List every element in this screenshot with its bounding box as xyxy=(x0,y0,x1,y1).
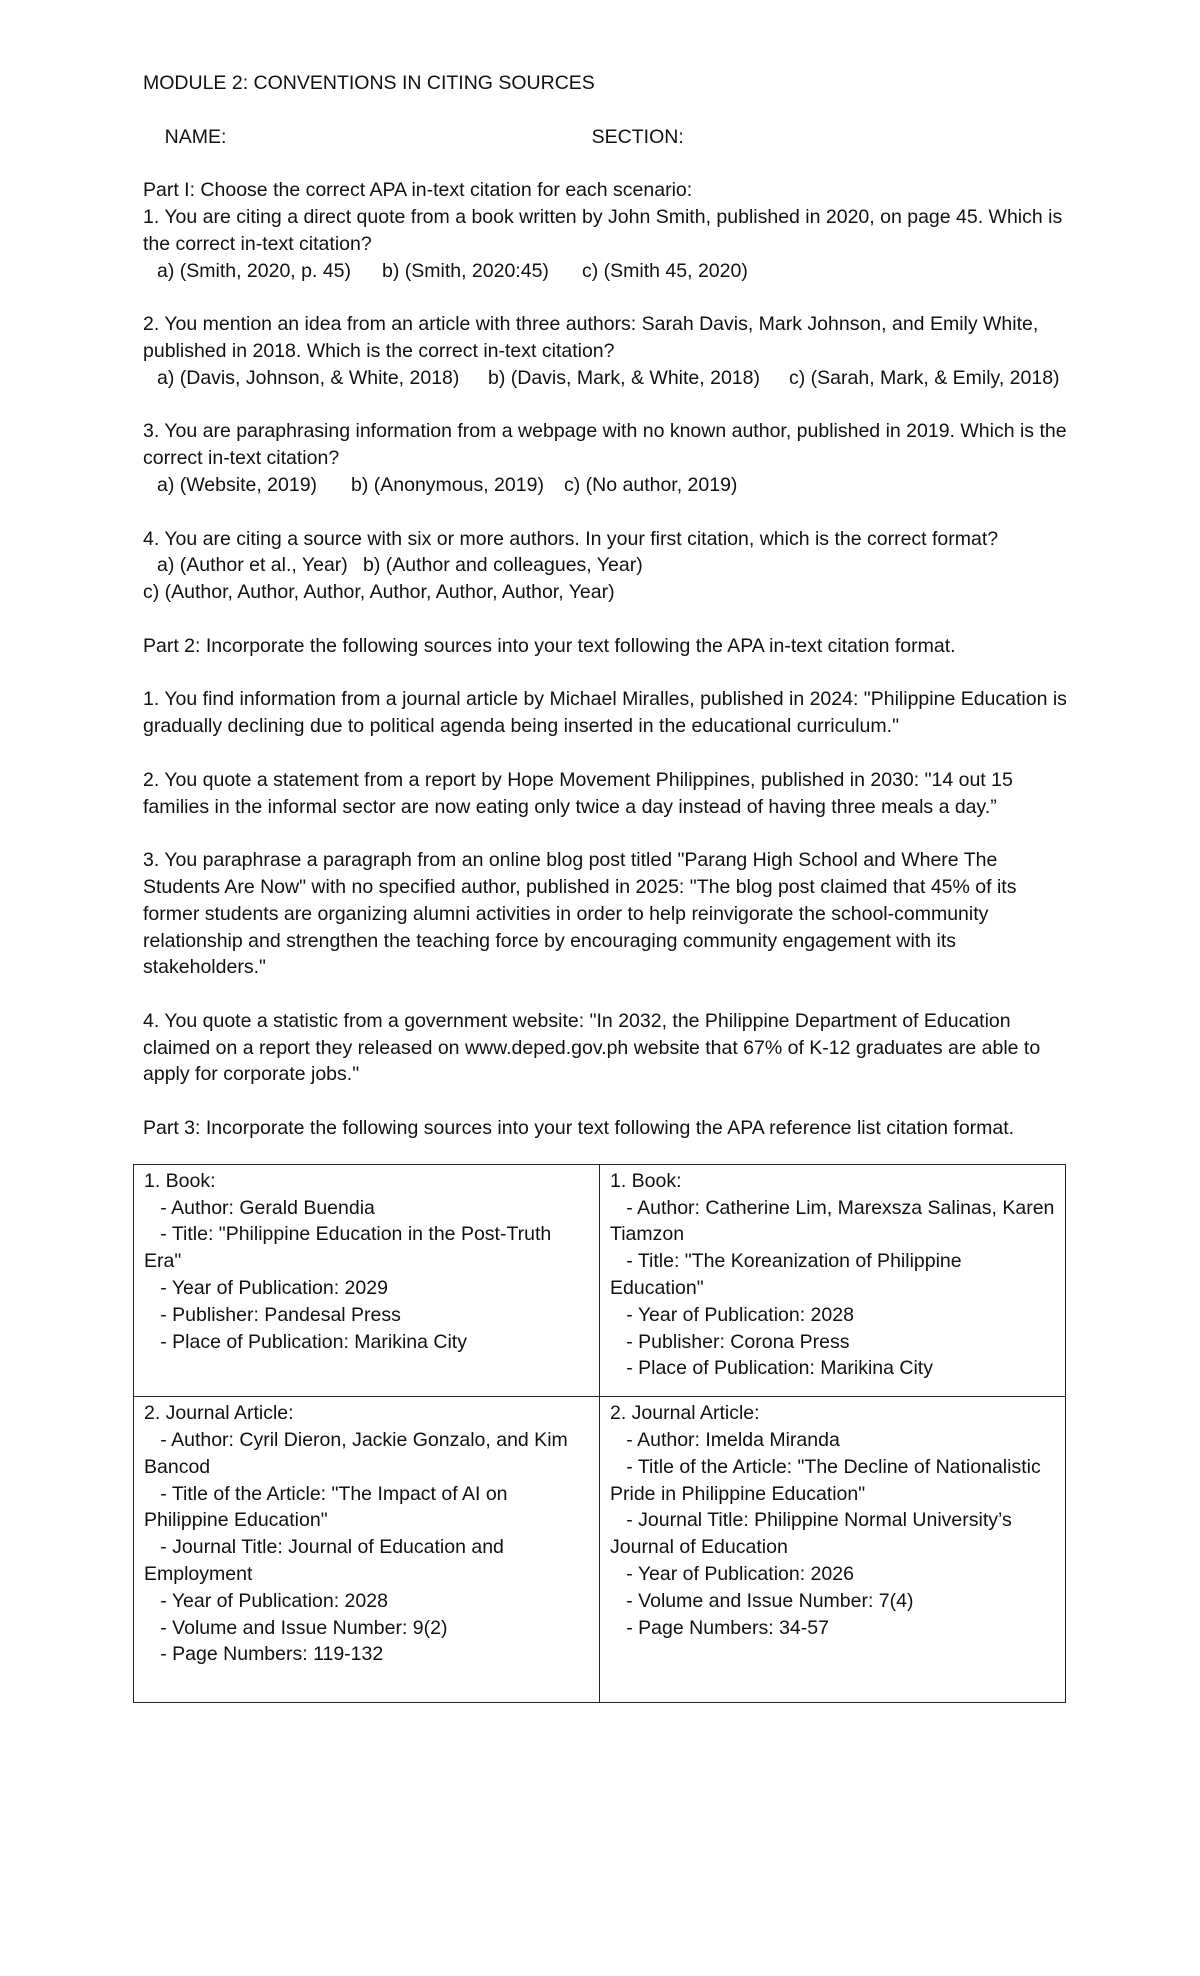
part1-question-4 xyxy=(143,526,1073,606)
option-a: a) (Davis, Johnson, & White, 2018) xyxy=(157,366,460,389)
cell-line: - Year of Publication: 2026 xyxy=(610,1563,854,1586)
option-c: c) (Smith 45, 2020) xyxy=(582,259,748,282)
cell-line: 1. Book: xyxy=(610,1169,682,1192)
cell-line: - Volume and Issue Number: 7(4) xyxy=(610,1589,914,1612)
part2-item: 3. You paraphrase a paragraph from an online blog post titled "Parang High School and Where The Students Are Now" with no specified author, published in 2025: "The blog post claimed that 45% of its former students are organizing alumni activities in order to help reinvigorate the school-community relationship and strengthen the teaching force by encouraging community engagement with its stakeholders." xyxy=(143,849,1017,979)
cell-line: - Author: Imelda Miranda xyxy=(610,1429,840,1452)
cell-line: - Place of Publication: Marikina City xyxy=(610,1357,933,1380)
part2-item: 2. You quote a statement from a report by Hope Movement Philippines, published in 2030: "14 out 15 families in the informal sector are now eating only twice a day instead of having three meals a day.” xyxy=(143,768,1013,818)
option-c: c) (Author, Author, Author, Author, Author, Author, Year) xyxy=(143,581,615,604)
cell-line: - Year of Publication: 2028 xyxy=(144,1589,388,1612)
cell-line: - Journal Title: Journal of Education and Employment xyxy=(144,1536,510,1586)
cell-line: 2. Journal Article: xyxy=(144,1402,294,1425)
name-section-line xyxy=(143,97,1073,177)
cell-line: - Volume and Issue Number: 9(2) xyxy=(144,1616,448,1639)
table-cell-journal-2 xyxy=(600,1397,1066,1703)
cell-line: - Title: "Philippine Education in the Post-Truth Era" xyxy=(144,1223,557,1273)
answer-options xyxy=(143,365,1073,392)
part2-heading: Part 2: Incorporate the following sources into your text following the APA in-text citation format. xyxy=(143,634,956,657)
part1-question-1 xyxy=(143,204,1073,284)
table-row xyxy=(134,1397,1066,1703)
cell-line: - Title of the Article: "The Decline of Nationalistic Pride in Philippine Education" xyxy=(610,1455,1047,1505)
option-c: c) (No author, 2019) xyxy=(564,473,738,496)
answer-options xyxy=(143,552,1073,579)
cell-line: - Journal Title: Philippine Normal University’s Journal of Education xyxy=(610,1509,1018,1559)
table-row xyxy=(134,1164,1066,1396)
option-b: b) (Davis, Mark, & White, 2018) xyxy=(488,366,760,389)
cell-line: - Page Numbers: 119-132 xyxy=(144,1643,384,1666)
module-title: MODULE 2: CONVENTIONS IN CITING SOURCES xyxy=(143,72,595,94)
cell-line: - Author: Gerald Buendia xyxy=(144,1196,375,1219)
cell-line: - Publisher: Pandesal Press xyxy=(144,1303,401,1326)
cell-line: - Title of the Article: "The Impact of AI on Philippine Education" xyxy=(144,1482,513,1532)
cell-line: - Year of Publication: 2028 xyxy=(610,1303,854,1326)
option-b: b) (Smith, 2020:45) xyxy=(382,259,549,282)
cell-line: - Author: Catherine Lim, Marexsza Salinas, Karen Tiamzon xyxy=(610,1196,1060,1246)
part2-item: 1. You find information from a journal article by Michael Miralles, published in 2024: "Philippine Education is gradually declining due to political agenda being inserted in the educational curriculum." xyxy=(143,688,1067,738)
cell-line: 2. Journal Article: xyxy=(610,1402,760,1425)
option-a: a) (Author et al., Year) xyxy=(157,554,348,577)
option-a: a) (Smith, 2020, p. 45) xyxy=(157,259,352,282)
part2-item: 4. You quote a statistic from a government website: "In 2032, the Philippine Department of Education claimed on a report they released on www.deped.gov.ph website that 67% of K-12 graduates are able to apply for corporate jobs." xyxy=(143,1009,1041,1086)
option-a: a) (Website, 2019) xyxy=(157,473,318,496)
cell-line: - Author: Cyril Dieron, Jackie Gonzalo, and Kim Bancod xyxy=(144,1429,574,1478)
table-cell-book-2 xyxy=(600,1164,1066,1396)
part3-heading: Part 3: Incorporate the following sources into your text following the APA reference list citation format. xyxy=(143,1117,1015,1140)
name-label: NAME: xyxy=(164,125,227,148)
answer-options xyxy=(143,258,1073,285)
table-cell-journal-1 xyxy=(134,1397,600,1703)
cell-line: - Title: "The Koreanization of Philippine Education" xyxy=(610,1250,968,1300)
cell-line: 1. Book: xyxy=(144,1169,216,1192)
table-cell-book-1 xyxy=(134,1164,600,1396)
section-label: SECTION: xyxy=(591,125,684,148)
cell-line: - Year of Publication: 2029 xyxy=(144,1277,388,1300)
option-b: b) (Author and colleagues, Year) xyxy=(363,554,643,577)
reference-table xyxy=(133,1164,1066,1703)
question-text: 2. You mention an idea from an article with three authors: Sarah Davis, Mark Johnson, and Emily White, published in 2018. Which is the correct in-text citation? xyxy=(143,313,1039,362)
cell-line: - Place of Publication: Marikina City xyxy=(144,1330,467,1353)
question-text: 1. You are citing a direct quote from a book written by John Smith, published in 2020, on page 45. Which is the correct in-text citation? xyxy=(143,205,1063,255)
part1-question-3 xyxy=(143,418,1073,498)
cell-line: - Publisher: Corona Press xyxy=(610,1330,850,1353)
document-page xyxy=(143,70,1073,1703)
answer-options xyxy=(143,472,1073,499)
part1-question-2 xyxy=(143,311,1073,391)
option-c: c) (Sarah, Mark, & Emily, 2018) xyxy=(789,366,1060,389)
option-b: b) (Anonymous, 2019) xyxy=(351,473,544,496)
question-text: 3. You are paraphrasing information from a webpage with no known author, published in 2019. Which is the correct in-text citation? xyxy=(143,420,1067,470)
part1-heading: Part I: Choose the correct APA in-text citation for each scenario: xyxy=(143,179,693,202)
cell-line: - Page Numbers: 34-57 xyxy=(610,1616,829,1639)
question-text: 4. You are citing a source with six or more authors. In your first citation, which is the correct format? xyxy=(143,527,999,550)
